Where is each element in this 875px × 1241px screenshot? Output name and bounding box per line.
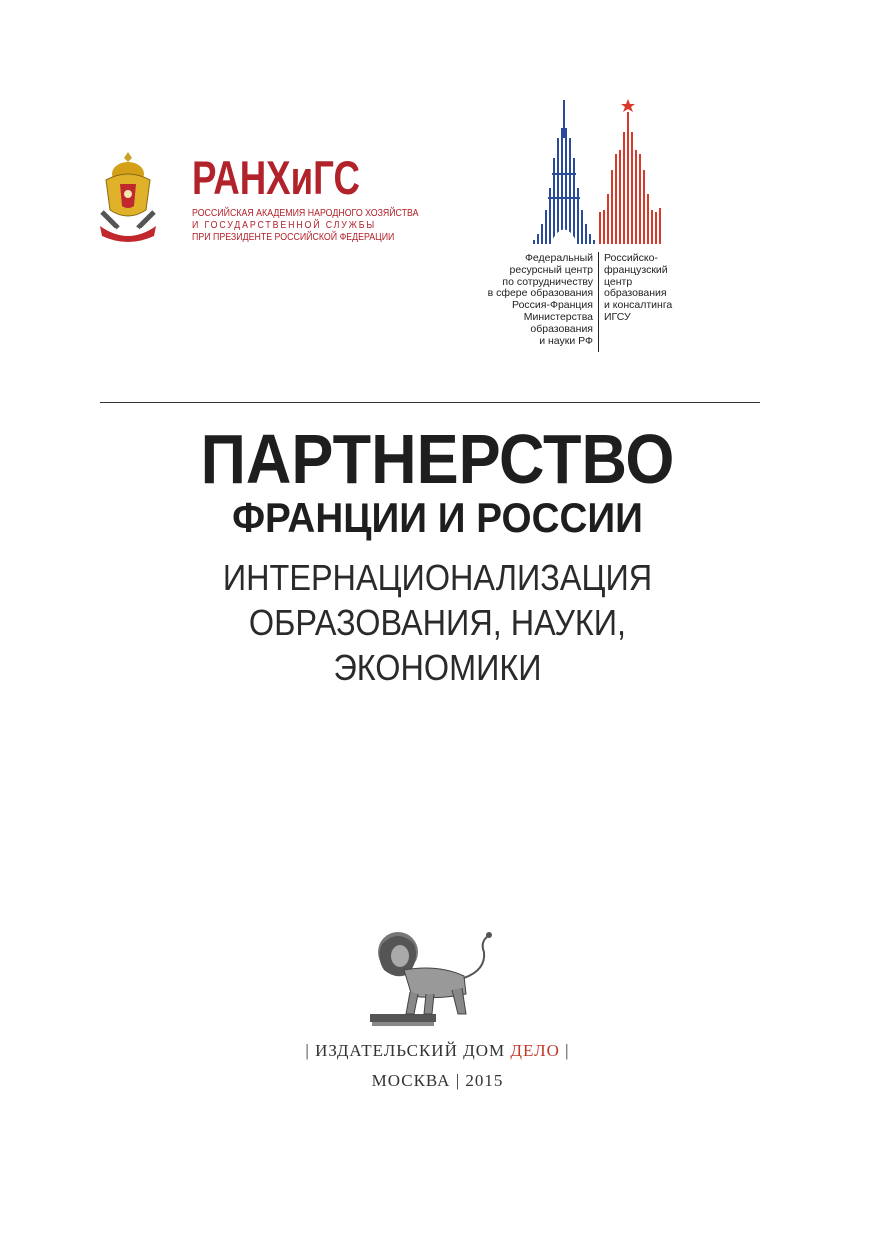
federal-resource-center-caption <box>463 253 593 347</box>
igsu-center-caption <box>604 253 714 324</box>
book-title-line1: ПАРТНЕРСТВО <box>200 420 675 498</box>
franco-russian-center-logo <box>522 98 672 246</box>
imprint-bar-right: | <box>565 1041 570 1060</box>
ranepa-full-name-line1: РОССИЙСКАЯ АКАДЕМИЯ НАРОДНОГО ХОЗЯЙСТВА <box>192 207 419 219</box>
book-subtitle-line1: ИНТЕРНАЦИОНАЛИЗАЦИЯ <box>222 557 653 598</box>
publisher-lion-emblem <box>368 930 496 1030</box>
ranepa-full-name-line3: ПРИ ПРЕЗИДЕНТЕ РОССИЙСКОЙ ФЕДЕРАЦИИ <box>192 231 395 243</box>
caption-line: ИГСУ <box>604 310 631 323</box>
publisher-name-accent: ДЕЛО <box>510 1041 560 1060</box>
emblem-ribbon-text: РАНХиГС <box>111 228 145 235</box>
caption-line: и науки РФ <box>539 334 593 347</box>
caption-line: французский <box>604 263 668 276</box>
horizontal-rule <box>100 402 760 403</box>
caption-line: Россия-Франция <box>512 299 593 312</box>
ranepa-emblem <box>98 150 158 246</box>
caption-line: в сфере образования <box>487 287 593 300</box>
publisher-name: ИЗДАТЕЛЬСКИЙ ДОМ <box>315 1041 506 1060</box>
logo-caption-divider <box>598 252 599 352</box>
caption-line: центр <box>604 275 633 288</box>
publication-place-year <box>0 1071 875 1091</box>
publisher-imprint <box>0 1041 875 1061</box>
imprint-bar-left: | <box>305 1041 310 1060</box>
ranepa-abbreviation: РАНХиГС <box>192 151 360 204</box>
caption-line: образования <box>604 287 667 300</box>
caption-line: по сотрудничеству <box>502 275 593 288</box>
book-title-line2: ФРАНЦИИ И РОССИИ <box>232 494 643 541</box>
publication-year: 2015 <box>465 1071 504 1090</box>
book-subtitle-line3: ЭКОНОМИКИ <box>333 647 542 688</box>
publication-city: МОСКВА <box>371 1071 451 1090</box>
caption-line: и консалтинга <box>604 299 673 312</box>
caption-line: образования <box>530 322 593 335</box>
caption-line: Федеральный <box>524 252 593 264</box>
caption-line: Министерства <box>523 310 593 323</box>
book-subtitle-line2: ОБРАЗОВАНИЯ, НАУКИ, <box>248 602 627 643</box>
imprint-separator: | <box>455 1071 461 1090</box>
caption-line: Российско- <box>604 252 658 264</box>
ranepa-full-name-line2: И ГОСУДАРСТВЕННОЙ СЛУЖБЫ <box>192 219 377 231</box>
caption-line: ресурсный центр <box>509 263 593 276</box>
